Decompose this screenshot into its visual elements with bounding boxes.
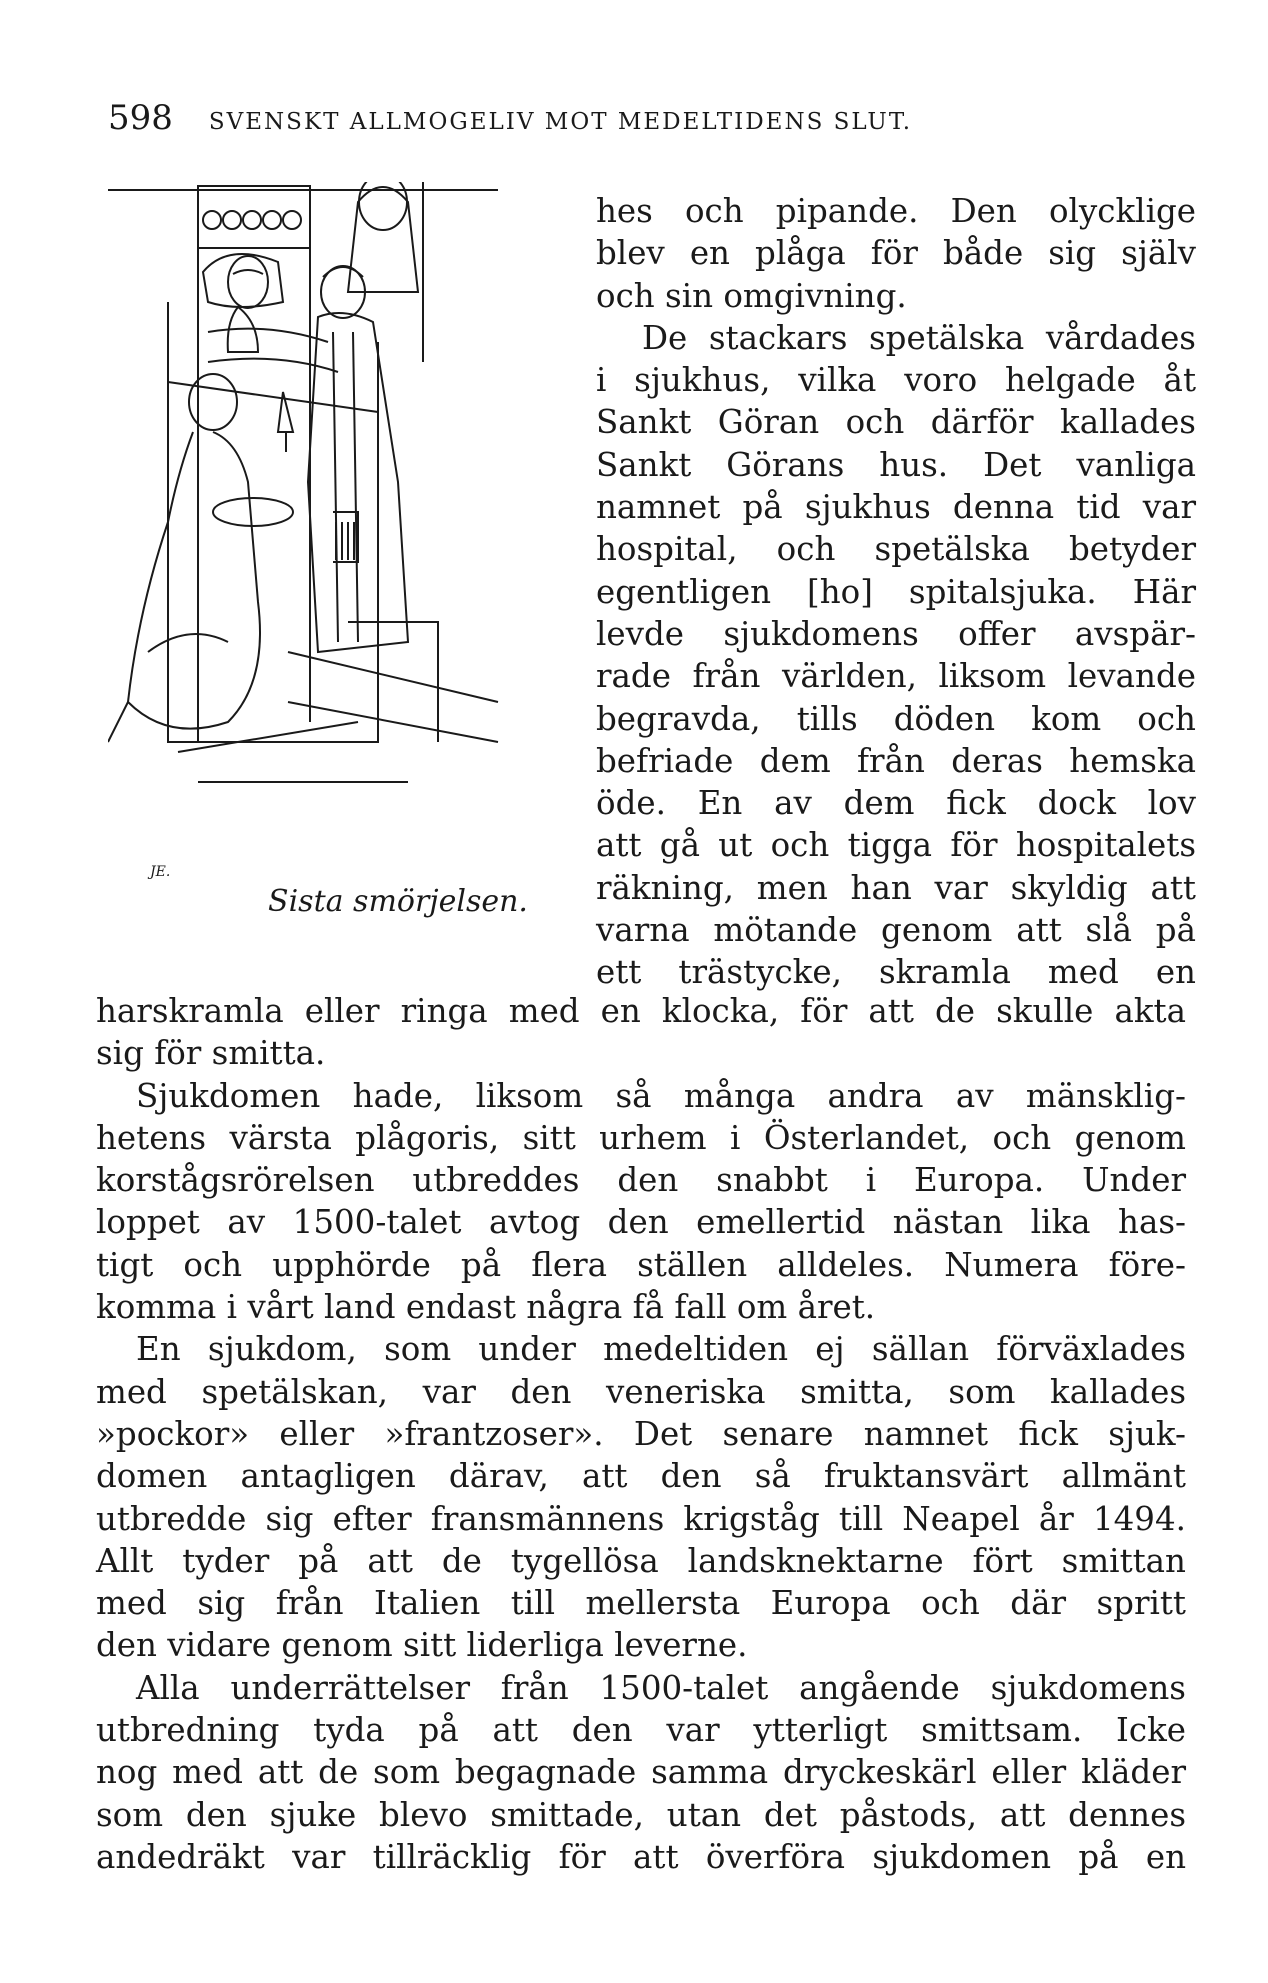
illustration-last-rites — [108, 182, 578, 919]
text-line: varna mötande genom att slå på — [596, 911, 1196, 950]
woodcut-illustration — [108, 182, 578, 882]
text-line: En sjukdom, som under medeltiden ej sällan förväxlades — [136, 1330, 1186, 1369]
text-line: utbredning tyda på att den var ytterligt smittsam. Icke — [96, 1711, 1186, 1750]
running-title: SVENSKT ALLMOGELIV MOT MEDELTIDENS SLUT. — [208, 109, 913, 135]
text-line: Alla underrättelser från 1500-talet angående sjukdomens — [136, 1668, 1186, 1707]
text-line: hetens värsta plågoris, sitt urhem i Österlandet, och genom — [96, 1118, 1186, 1157]
text-line: begravda, tills döden kom och — [596, 699, 1196, 738]
text-line: loppet av 1500-talet avtog den emellertid nästan lika has- — [96, 1203, 1186, 1242]
text-line: Sankt Göran och därför kallades — [596, 403, 1196, 442]
text-line: ett trästycke, skramla med en — [596, 953, 1196, 992]
text-line: nog med att de som begagnade samma dryckeskärl eller kläder — [96, 1753, 1186, 1792]
text-line: rade från världen, liksom levande — [596, 657, 1196, 696]
text-line: andedräkt var tillräcklig för att överföra sjukdomen på en — [96, 1837, 1186, 1876]
text-line: hes och pipande. Den olycklige — [596, 192, 1196, 230]
text-line: öde. En av dem fick dock lov — [596, 784, 1196, 823]
text-line: med sig från Italien till mellersta Europa och där spritt — [96, 1584, 1186, 1623]
side-column-text — [596, 190, 1196, 994]
text-line: och sin omgivning. — [596, 276, 907, 315]
text-line: som den sjuke blevo smittade, utan det påstods, att dennes — [96, 1795, 1186, 1834]
figure-caption: Sista smörjelsen. — [268, 884, 528, 919]
text-line: att gå ut och tigga för hospitalets — [596, 826, 1196, 865]
text-line: i sjukhus, vilka voro helgade åt — [596, 361, 1196, 400]
text-line: Sankt Görans hus. Det vanliga — [596, 445, 1196, 484]
text-line: De stackars spetälska vårdades — [642, 318, 1196, 357]
text-line: namnet på sjukhus denna tid var — [596, 488, 1196, 527]
full-width-text — [96, 990, 1186, 1878]
text-line: utbredde sig efter fransmännens krigståg till Neapel år 1494. — [96, 1499, 1186, 1538]
page-header — [108, 98, 1108, 138]
text-line: »pockor» eller »frantzoser». Det senare namnet fick sjuk- — [96, 1414, 1186, 1453]
text-line: den vidare genom sitt liderliga leverne. — [96, 1626, 748, 1665]
page-number: 598 — [108, 98, 173, 138]
text-line: blev en plåga för både sig själv — [596, 234, 1196, 273]
text-line: Allt tyder på att de tygellösa landsknektarne fört smittan — [96, 1541, 1186, 1580]
text-line: räkning, men han var skyldig att — [596, 868, 1196, 907]
text-line: med spetälskan, var den veneriska smitta, som kallades — [96, 1372, 1186, 1411]
text-line: domen antagligen därav, att den så fruktansvärt allmänt — [96, 1457, 1186, 1496]
text-line: komma i vårt land endast några få fall om året. — [96, 1288, 876, 1327]
text-line: hospital, och spetälska betyder — [596, 530, 1196, 569]
text-line: tigt och upphörde på flera ställen alldeles. Numera före- — [96, 1245, 1186, 1284]
text-line: Sjukdomen hade, liksom så många andra av mänsklig- — [136, 1076, 1186, 1115]
artist-mark: JE. — [150, 864, 171, 880]
text-line: sig för smitta. — [96, 1034, 326, 1073]
text-line: befriade dem från deras hemska — [596, 741, 1196, 780]
text-line: korstågsrörelsen utbreddes den snabbt i Europa. Under — [96, 1161, 1186, 1200]
text-line: egentligen [ho] spitalsjuka. Här — [596, 572, 1196, 611]
text-line: levde sjukdomens offer avspär- — [596, 614, 1196, 653]
text-line: harskramla eller ringa med en klocka, för att de skulle akta — [96, 992, 1186, 1030]
